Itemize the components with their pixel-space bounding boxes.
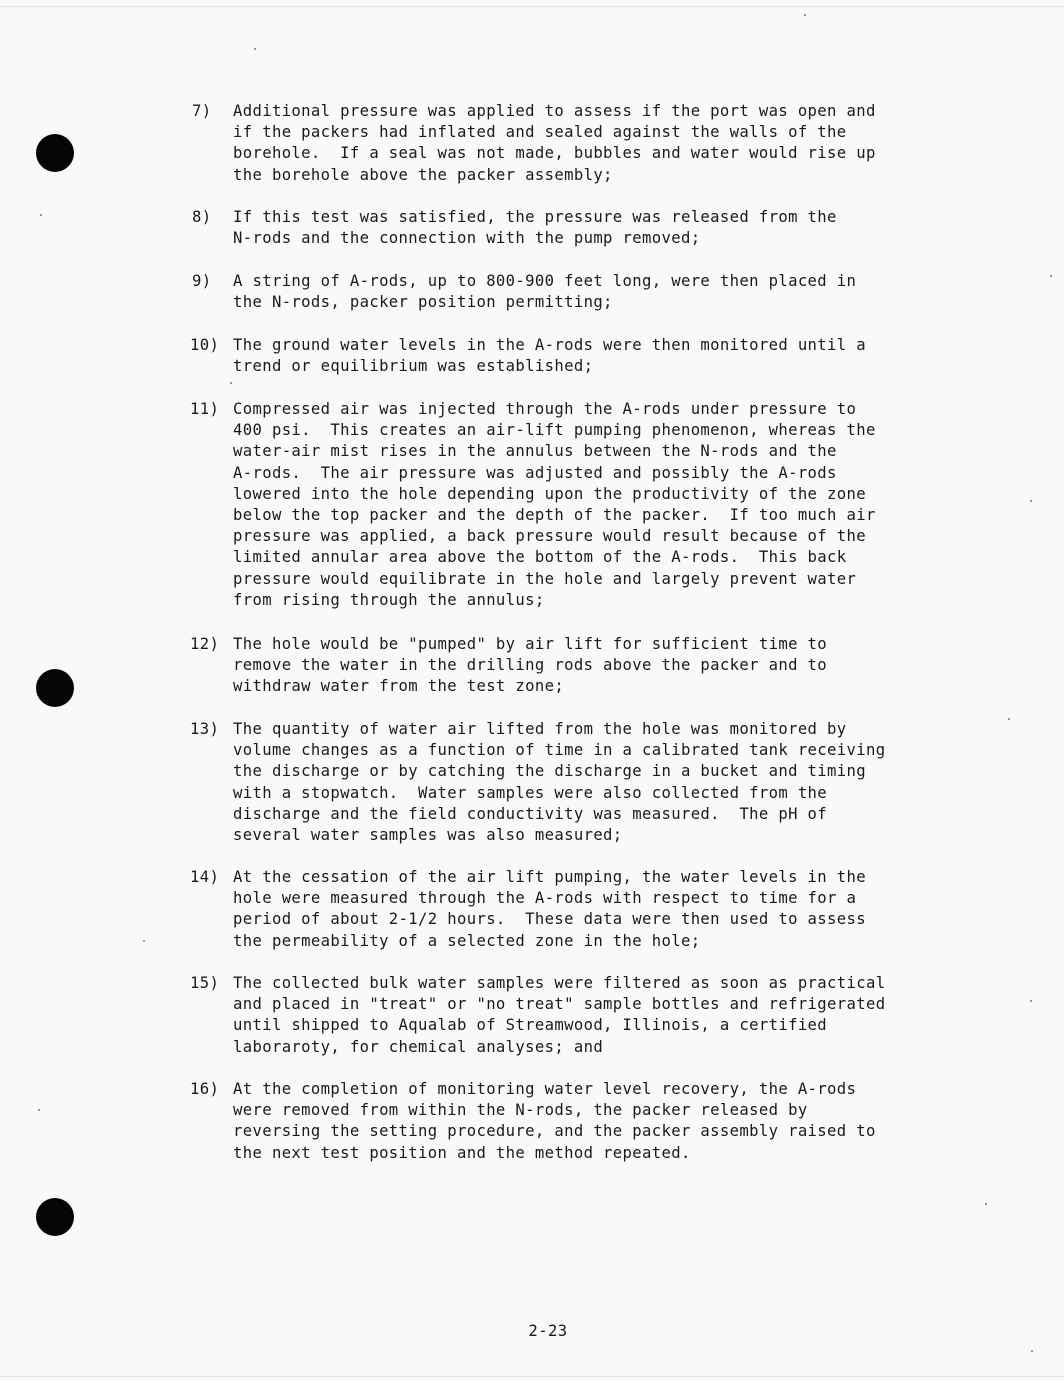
text-line: At the completion of monitoring water level recovery, the A-rods — [233, 1080, 857, 1098]
list-item-text — [233, 1079, 973, 1164]
text-line: trend or equilibrium was established; — [233, 357, 594, 376]
list-item-text — [233, 867, 973, 952]
list-item-number: 16) — [190, 1080, 220, 1098]
scan-speck — [40, 214, 42, 216]
text-line: volume changes as a function of time in a calibrated tank receiving — [233, 741, 886, 760]
text-line: limited annular area above the bottom of the A-rods. This back — [233, 548, 847, 567]
text-line: A-rods. The air pressure was adjusted and possibly the A-rods — [233, 463, 837, 482]
list-item-number: 10) — [190, 336, 220, 354]
text-line: Compressed air was injected through the A-rods under pressure to — [233, 400, 857, 418]
text-line: lowered into the hole depending upon the productivity of the zone — [233, 484, 866, 503]
text-line: the discharge or by catching the discharge in a bucket and timing — [233, 762, 866, 781]
text-line: hole were measured through the A-rods with respect to time for a — [233, 889, 857, 908]
text-line: The collected bulk water samples were filtered as soon as practical — [233, 974, 886, 992]
scan-speck — [143, 940, 145, 942]
text-line: the permeability of a selected zone in the hole; — [233, 931, 701, 950]
list-item-number: 11) — [190, 400, 220, 418]
text-line: several water samples was also measured; — [233, 826, 623, 845]
text-line: the next test position and the method repeated. — [233, 1143, 691, 1162]
scan-speck — [1030, 500, 1032, 502]
text-line: pressure was applied, a back pressure would result because of the — [233, 527, 866, 546]
page-number: 2-23 — [528, 1322, 568, 1340]
list-item — [190, 271, 970, 313]
text-line: water-air mist rises in the annulus between the N-rods and the — [233, 442, 837, 461]
text-line: If this test was satisfied, the pressure was released from the — [233, 208, 837, 226]
text-line: Additional pressure was applied to assess if the port was open and — [233, 102, 876, 120]
list-item — [190, 867, 970, 952]
text-line: At the cessation of the air lift pumping, the water levels in the — [233, 868, 866, 886]
text-line: were removed from within the N-rods, the packer released by — [233, 1101, 808, 1120]
list-item — [190, 399, 970, 611]
list-item — [190, 634, 970, 698]
text-line: A string of A-rods, up to 800-900 feet long, were then placed in — [233, 272, 857, 290]
list-item-number: 14) — [190, 868, 220, 886]
scan-edge-top — [0, 6, 1064, 7]
text-line: discharge and the field conductivity was measured. The pH of — [233, 804, 828, 823]
text-line: The quantity of water air lifted from the hole was monitored by — [233, 720, 847, 738]
list-item-text — [233, 207, 973, 249]
text-line: the N-rods, packer position permitting; — [233, 293, 613, 312]
punch-hole-top — [36, 134, 74, 172]
scan-speck — [1031, 1350, 1033, 1352]
list-item — [190, 973, 970, 1058]
text-line: remove the water in the drilling rods above the packer and to — [233, 656, 828, 675]
scan-speck — [804, 14, 806, 16]
scan-speck — [1050, 275, 1052, 277]
list-item-text — [233, 101, 973, 186]
text-line: borehole. If a seal was not made, bubbles and water would rise up — [233, 144, 876, 163]
text-line: below the top packer and the depth of the packer. If too much air — [233, 506, 876, 525]
list-item — [190, 207, 970, 249]
text-line: N-rods and the connection with the pump removed; — [233, 229, 701, 248]
text-line: with a stopwatch. Water samples were also collected from the — [233, 783, 828, 802]
text-line: from rising through the annulus; — [233, 590, 545, 609]
scan-speck — [230, 382, 232, 384]
punch-hole-middle — [36, 669, 74, 707]
text-line: and placed in "treat" or "no treat" sample bottles and refrigerated — [233, 995, 886, 1014]
scan-speck — [254, 48, 256, 50]
text-line: 400 psi. This creates an air-lift pumping phenomenon, whereas the — [233, 421, 876, 440]
scan-speck — [38, 1109, 40, 1111]
list-item-text — [233, 973, 973, 1058]
text-line: withdraw water from the test zone; — [233, 677, 565, 696]
list-item-number: 15) — [190, 974, 220, 992]
text-line: period of about 2-1/2 hours. These data were then used to assess — [233, 910, 866, 929]
list-item-number: 12) — [190, 635, 220, 653]
list-item — [190, 719, 970, 846]
list-item-number: 8) — [192, 208, 212, 226]
scan-speck — [985, 1203, 987, 1205]
scan-speck — [1030, 1000, 1032, 1002]
list-item — [190, 101, 970, 186]
list-item-text — [233, 335, 973, 377]
list-item-text — [233, 271, 973, 313]
scan-speck — [1008, 718, 1010, 720]
text-line: The ground water levels in the A-rods were then monitored until a — [233, 336, 866, 354]
text-line: if the packers had inflated and sealed against the walls of the — [233, 123, 847, 142]
text-line: until shipped to Aqualab of Streamwood, Illinois, a certified — [233, 1016, 828, 1035]
list-item-number: 13) — [190, 720, 220, 738]
scan-edge-bottom — [0, 1376, 1064, 1377]
text-line: The hole would be "pumped" by air lift for sufficient time to — [233, 635, 828, 653]
text-line: reversing the setting procedure, and the packer assembly raised to — [233, 1122, 876, 1141]
list-item-number: 9) — [192, 272, 212, 290]
list-item — [190, 335, 970, 377]
punch-hole-bottom — [36, 1198, 74, 1236]
list-item-number: 7) — [192, 102, 212, 120]
text-line: the borehole above the packer assembly; — [233, 165, 613, 184]
text-line: laboraroty, for chemical analyses; and — [233, 1037, 604, 1056]
list-item-text — [233, 399, 973, 611]
text-line: pressure would equilibrate in the hole and largely prevent water — [233, 569, 857, 588]
list-item — [190, 1079, 970, 1164]
list-item-text — [233, 634, 973, 698]
list-item-text — [233, 719, 973, 846]
